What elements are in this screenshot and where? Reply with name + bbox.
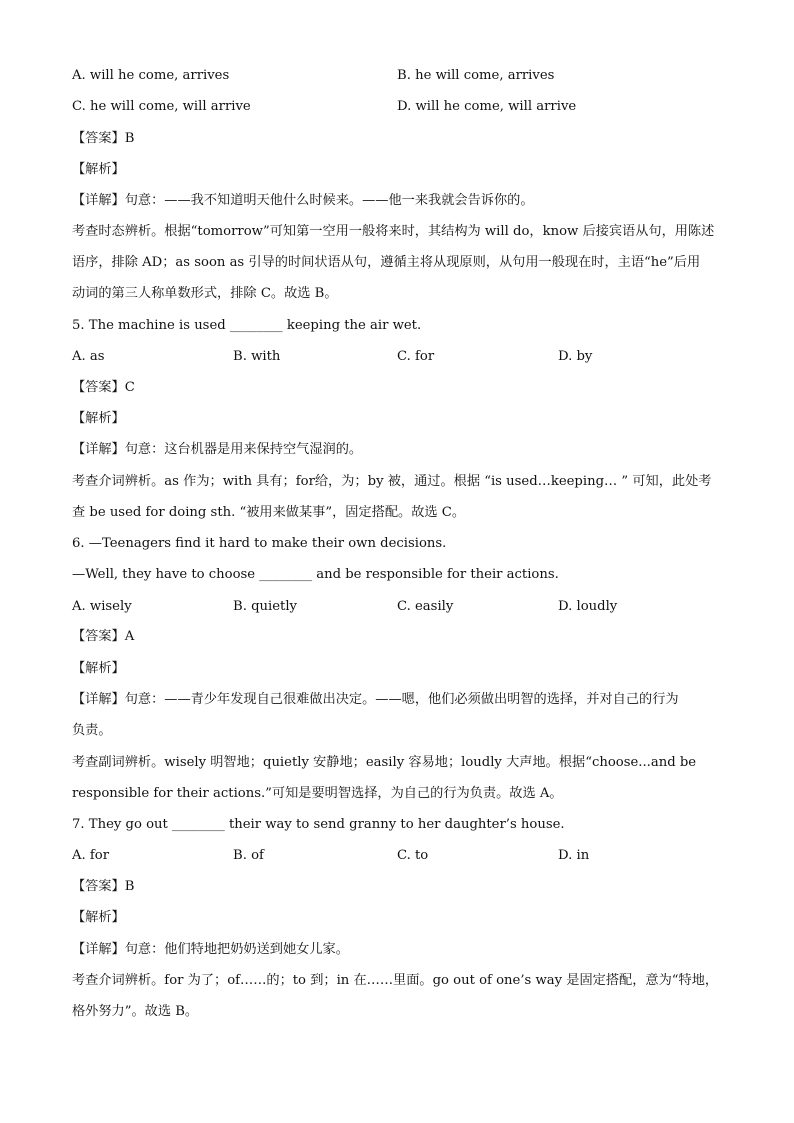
- q7-detail: 【详解】句意：他们特地把奶奶送到她女儿家。: [72, 942, 349, 957]
- q4-explanation-line: 动词的第三人称单数形式，排除 C。故选 B。: [72, 286, 338, 301]
- q5-option-b: B. with: [233, 349, 281, 364]
- q6-detail-line: 【详解】句意：——青少年发现自己很难做出决定。——嗯，他们必须做出明智的选择，并对自己的行为: [72, 692, 679, 707]
- q4-answer: 【答案】B: [72, 131, 135, 146]
- q6-option-d: D. loudly: [558, 599, 618, 614]
- q7-option-a: A. for: [72, 848, 110, 863]
- q5-answer: 【答案】C: [72, 380, 135, 395]
- q6-option-c: C. easily: [397, 599, 454, 614]
- q5-detail: 【详解】句意：这台机器是用来保持空气湿润的。: [72, 442, 363, 457]
- q4-explanation-line: 考查时态辨析。根据“tomorrow”可知第一空用一般将来时，其结构为 will do，know 后接宾语从句，用陈述: [72, 224, 715, 239]
- q6-detail-line: 负责。: [72, 723, 112, 738]
- q6-option-b: B. quietly: [233, 599, 297, 614]
- q6-explanation-line: 考查副词辨析。wisely 明智地；quietly 安静地；easily 容易地；loudly 大声地。根据“choose...and be: [72, 755, 697, 770]
- q6-analysis-label: 【解析】: [72, 661, 125, 676]
- q4-option-c: C. he will come, will arrive: [72, 99, 251, 114]
- q5-option-c: C. for: [397, 349, 435, 364]
- q4-option-a: A. will he come, arrives: [72, 68, 230, 83]
- q4-option-d: D. will he come, will arrive: [397, 99, 577, 114]
- q5-option-d: D. by: [558, 349, 593, 364]
- q7-option-b: B. of: [233, 848, 264, 863]
- q6-stem-response: —Well, they have to choose ________ and be responsible for their actions.: [72, 567, 559, 582]
- q6-option-a: A. wisely: [72, 599, 132, 614]
- q7-option-c: C. to: [397, 848, 429, 863]
- q4-option-b: B. he will come, arrives: [397, 68, 555, 83]
- q7-option-d: D. in: [558, 848, 590, 863]
- q6-answer: 【答案】A: [72, 629, 135, 644]
- q7-analysis-label: 【解析】: [72, 910, 125, 925]
- q4-explanation-line: 语序，排除 AD；as soon as 引导的时间状语从句，遵循主将从现原则，从句用一般现在时，主语“he”后用: [72, 255, 701, 270]
- q5-explanation-line: 考查介词辨析。as 作为；with 具有；for给，为；by 被，通过。根据 “is used…keeping… ” 可知，此处考: [72, 474, 712, 489]
- q6-explanation-line: responsible for their actions.”可知是要明智选择，为自己的行为负责。故选 A。: [72, 786, 563, 801]
- q5-option-a: A. as: [72, 349, 105, 364]
- q7-explanation-line: 格外努力”。故选 B。: [72, 1004, 199, 1019]
- q5-explanation-line: 查 be used for doing sth. “被用来做某事”，固定搭配。故选 C。: [72, 505, 466, 520]
- q7-answer: 【答案】B: [72, 879, 135, 894]
- q7-explanation-line: 考查介词辨析。for 为了；of……的；to 到；in 在……里面。go out of one’s way 是固定搭配，意为“特地，: [72, 973, 719, 988]
- q5-stem: 5. The machine is used ________ keeping the air wet.: [72, 318, 422, 333]
- q4-detail: 【详解】句意：——我不知道明天他什么时候来。——他一来我就会告诉你的。: [72, 193, 534, 208]
- q5-analysis-label: 【解析】: [72, 411, 125, 426]
- q6-stem: 6. —Teenagers find it hard to make their own decisions.: [72, 536, 447, 551]
- q4-analysis-label: 【解析】: [72, 162, 125, 177]
- q7-stem: 7. They go out ________ their way to send granny to her daughter’s house.: [72, 817, 565, 832]
